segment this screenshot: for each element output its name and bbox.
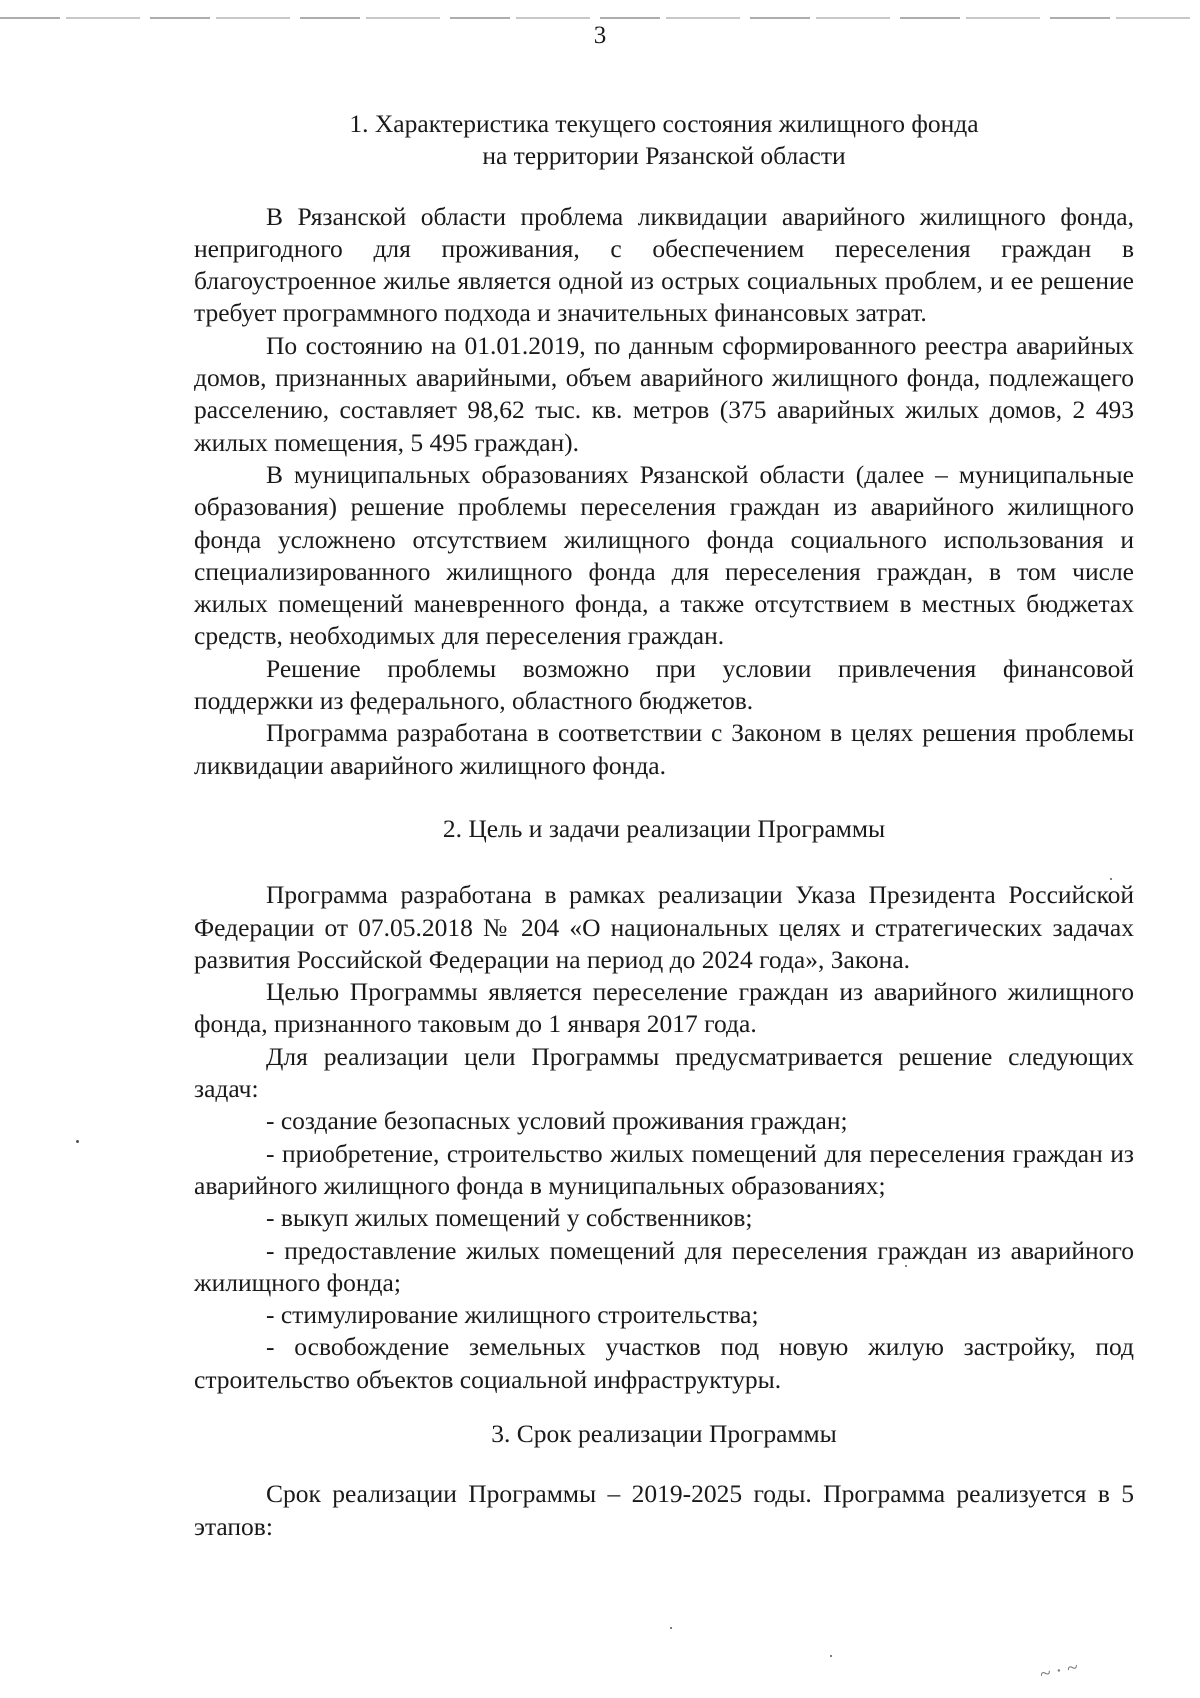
- scan-speck: [830, 1655, 832, 1657]
- scan-speck: [76, 1140, 79, 1143]
- task-list-item: - приобретение, строительство жилых помещений для переселения граждан из аварийного жилищного фонда в муниципальных образованиях;: [194, 1138, 1134, 1200]
- section-2-paragraph: Программа разработана в рамках реализации Указа Президента Российской Федерации от 07.05.2018 № 204 «О национальных целях и стратегических задачах развития Российской Федерации на период до 2024 года», Закона.: [194, 880, 1134, 974]
- section-1-paragraph: Программа разработана в соответствии с Законом в целях решения проблемы ликвидации аварийного жилищного фонда.: [194, 718, 1134, 780]
- section-1-paragraph: В муниципальных образованиях Рязанской области (далее – муниципальные образования) решение проблемы переселения граждан из аварийного жилищного фонда усложнено отсутствием жилищного фонда социального использования и специализированного жилищного фонда для переселения граждан, в том числе жилых помещений маневренного фонда, а также отсутствием в местных бюджетах средств, необходимых для переселения граждан.: [194, 459, 1134, 651]
- section-3-paragraph: Срок реализации Программы – 2019-2025 годы. Программа реализуется в 5 этапов:: [194, 1479, 1134, 1541]
- section-2-heading: 2. Цель и задачи реализации Программы: [442, 813, 886, 843]
- scan-speck: [905, 1265, 907, 1267]
- scan-speck: [1110, 878, 1112, 880]
- document-body: [194, 108, 1134, 1543]
- section-1-paragraph: По состоянию на 01.01.2019, по данным сформированного реестра аварийных домов, признанных аварийными, объем аварийного жилищного фонда, подлежащего расселению, составляет 98,62 тыс. кв. метров (375 аварийных жилых домов, 2 493 жилых помещения, 5 495 граждан).: [194, 330, 1134, 457]
- task-list-item: - предоставление жилых помещений для переселения граждан из аварийного жилищного фонда;: [194, 1235, 1134, 1297]
- section-1-heading: [194, 108, 1134, 173]
- task-list-item: - выкуп жилых помещений у собственников;: [266, 1203, 753, 1233]
- section-1-heading-line-2: на территории Рязанской области: [482, 141, 846, 171]
- task-list-item: - создание безопасных условий проживания граждан;: [266, 1106, 848, 1136]
- task-list-item: - освобождение земельных участков под новую жилую застройку, под строительство объектов социальной инфраструктуры.: [194, 1332, 1134, 1394]
- page-number: 3: [593, 22, 607, 49]
- handwritten-mark-icon: ~ · ~: [1038, 1656, 1081, 1686]
- section-3-heading: 3. Срок реализации Программы: [491, 1418, 837, 1448]
- section-2-paragraph: Для реализации цели Программы предусматривается решение следующих задач:: [194, 1041, 1134, 1104]
- scan-speck: [670, 1627, 672, 1629]
- section-1-paragraph: Решение проблемы возможно при условии привлечения финансовой поддержки из федерального, областного бюджетов.: [194, 653, 1134, 716]
- scan-edge-line: [0, 17, 1200, 19]
- section-1-heading-line-1: 1. Характеристика текущего состояния жилищного фонда: [349, 109, 979, 138]
- section-1-paragraph: В Рязанской области проблема ликвидации аварийного жилищного фонда, непригодного для проживания, с обеспечением переселения граждан в благоустроенное жилье является одной из острых социальных проблем, и ее решение требует программного подхода и значительных финансовых затрат.: [194, 201, 1134, 328]
- task-list-item: - стимулирование жилищного строительства;: [266, 1300, 759, 1330]
- section-2-paragraph: Целью Программы является переселение граждан из аварийного жилищного фонда, признанного таковым до 1 января 2017 года.: [194, 977, 1134, 1039]
